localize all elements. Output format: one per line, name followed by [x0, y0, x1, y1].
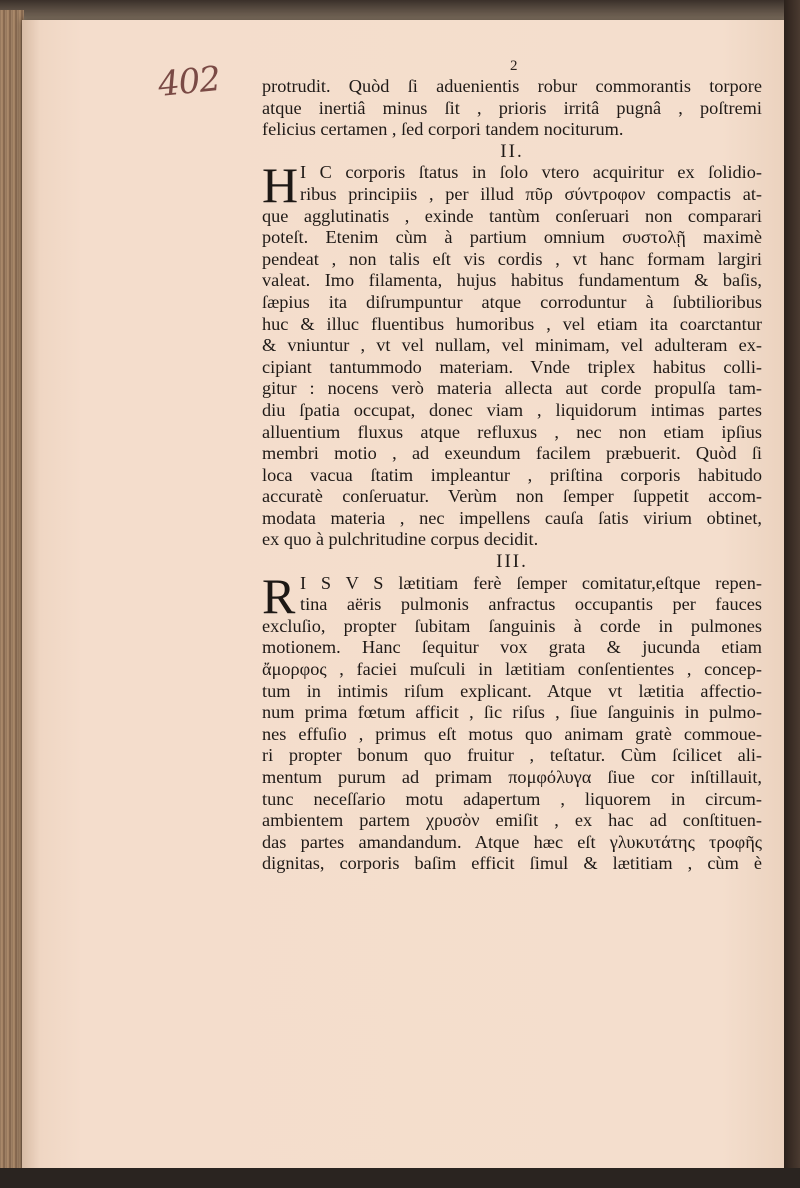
- text-line: membri motio , ad exeundum facilem præbuerit. Quòd ſi: [262, 443, 762, 464]
- drop-cap-r: R: [262, 567, 296, 624]
- page-body-text: [262, 76, 762, 875]
- text-line: huc & illuc fluentibus humoribus , vel etiam ita coarctantur: [262, 313, 762, 334]
- text-line: modata materia , nec impellens cauſa ſatis virium obtinet,: [262, 507, 762, 528]
- text-line: atque inertiâ minus ſit , prioris irritâ pugnâ , poſtremi: [262, 97, 762, 118]
- text-line: nes effuſio , primus eſt motus quo animam gratè commoue-: [262, 723, 762, 744]
- text-line: cipiant tantummodo materiam. Vnde triplex habitus colli-: [262, 356, 762, 377]
- signature-mark: 2: [510, 58, 518, 74]
- book-spine-shadow: [784, 0, 800, 1188]
- text-line: poteſt. Etenim cùm à partium omnium συστολῇ maximè: [262, 227, 762, 248]
- text-line: I C corporis ſtatus in ſolo vtero acquiritur ex ſolidio-: [300, 162, 762, 183]
- text-line: tina aëris pulmonis anfractus occupantis per fauces: [300, 594, 762, 615]
- text-line: protrudit. Quòd ſi aduenientis robur commorantis torpore: [262, 76, 762, 96]
- text-line: ambientem partem χρυσὸν emiſit , ex hac ad conſtituen-: [262, 810, 762, 831]
- scan-bottom-edge: [0, 1168, 800, 1188]
- text-line: valeat. Imo filamenta, hujus habitus fundamentum & baſis,: [262, 270, 762, 291]
- text-line: I S V S lætitiam ferè ſemper comitatur,eſtque repen-: [300, 572, 762, 593]
- text-line: diu ſpatia occupat, donec viam , liquidorum intimas partes: [262, 399, 762, 420]
- text-line: tunc neceſſario motu adapertum , liquorem in circum-: [262, 788, 762, 809]
- text-line: gitur : nocens verò materia allecta aut corde propulſa tam-: [262, 378, 762, 399]
- section-heading-3: III.: [496, 551, 528, 573]
- text-line: das partes amandandum. Atque hæc eſt γλυκυτάτης τροφῆς: [262, 831, 762, 852]
- section-2-paragraph: [262, 157, 762, 551]
- section-heading-2: II.: [500, 140, 524, 162]
- text-line: ſæpius ita diſrumpuntur atque corroduntur à ſubtilioribus: [262, 291, 762, 312]
- text-line: que agglutinatis , exinde tantùm conſeruari non comparari: [262, 205, 762, 226]
- text-line: accuratè conſeruatur. Verùm non ſemper ſuppetit accom-: [262, 486, 762, 507]
- text-line: felicius certamen , ſed corpori tandem nociturum.: [262, 119, 624, 140]
- text-line: loca vacua ſtatim impleantur , priſtina corporis habitudo: [262, 464, 762, 485]
- text-line: ri propter bonum quo fruitur , teſtatur. Cùm ſcilicet ali-: [262, 745, 762, 766]
- text-line: num prima fœtum afficit , ſic riſus , ſiue ſanguinis in pulmo-: [262, 702, 762, 723]
- text-line: pendeat , non talis eſt vis cordis , vt hanc formam largiri: [262, 248, 762, 269]
- text-line: mentum purum ad primam πομφόλυγα ſiue cor inſtillauit,: [262, 767, 762, 787]
- drop-cap-h: H: [262, 157, 299, 214]
- section-3-paragraph: [262, 567, 762, 875]
- book-page-edges: [0, 10, 24, 1175]
- text-line: excluſio, propter ſubitam ſanguinis à corde in pulmones: [262, 615, 762, 636]
- text-line: alluentium fluxus atque refluxus , nec non etiam ipſius: [262, 421, 762, 442]
- text-line: dignitas, corporis baſim efficit ſimul & lætitiam , cùm è: [262, 853, 762, 874]
- text-line: ribus principiis , per illud πῦρ σύντροφον compactis at-: [300, 183, 762, 204]
- text-line: ἄμορφος , faciei muſculi in lætitiam conſentientes , concep-: [262, 659, 762, 680]
- text-line: & vniuntur , vt vel nullam, vel minimam, vel adulteram ex-: [262, 335, 762, 356]
- handwritten-folio-number: 402: [156, 58, 222, 106]
- text-line: ex quo à pulchritudine corpus decidit.: [262, 529, 539, 550]
- text-line: tum in intimis riſum explicant. Atque vt lætitia affectio-: [262, 680, 762, 701]
- text-line: motionem. Hanc ſequitur vox grata & jucunda etiam: [262, 637, 762, 658]
